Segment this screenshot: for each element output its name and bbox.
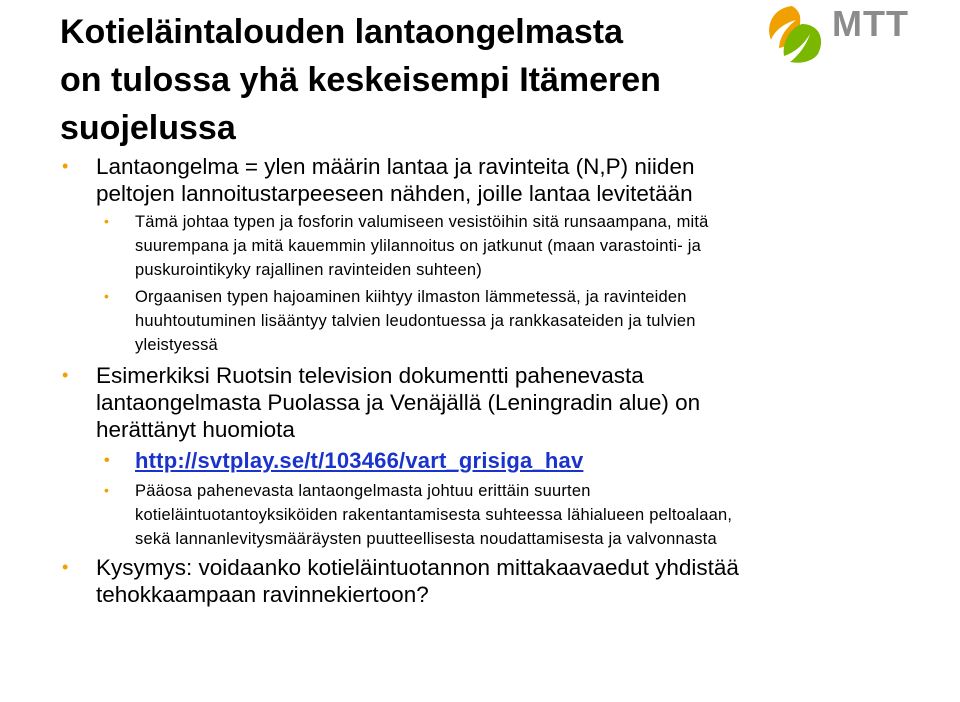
list-item [60, 153, 940, 207]
bullet-line: tehokkaampaan ravinnekiertoon? [96, 582, 429, 607]
bullet-dot-icon: • [104, 288, 110, 304]
logo-text: MTT [832, 3, 909, 44]
bullet-line: Lantaongelma = ylen määrin lantaa ja ravinteita (N,P) niiden [96, 154, 695, 179]
bullet-dot-icon: • [62, 365, 69, 385]
bullet-line: Kysymys: voidaanko kotieläintuotannon mittakaavaedut yhdistää [96, 555, 739, 580]
bullet-dot-icon: • [62, 557, 69, 577]
list-item [60, 285, 940, 357]
documentary-link[interactable]: http://svtplay.se/t/103466/vart_grisiga_hav [135, 448, 584, 473]
title-line: suojelussa [60, 109, 236, 147]
bullet-line: Esimerkiksi Ruotsin television dokumentti pahenevasta [96, 363, 644, 388]
slide-title [60, 8, 740, 152]
list-item [60, 479, 940, 551]
list-item [60, 443, 940, 479]
title-line: Kotieläintalouden lantaongelmasta [60, 13, 623, 51]
bullet-line: sekä lannanlevitysmääräysten puutteellisesta noudattamisesta ja valvonnasta [135, 530, 717, 548]
bullet-line: huuhtoutuminen lisääntyy talvien leudontuessa ja rankkasateiden ja tulvien [135, 312, 696, 330]
bullet-line: kotieläintuotantoyksiköiden rakentantamisesta suhteessa lähialueen peltoalaan, [135, 506, 733, 524]
bullet-line: Pääosa pahenevasta lantaongelmasta johtuu erittäin suurten [135, 482, 591, 500]
bullet-dot-icon: • [104, 482, 110, 498]
mtt-logo [762, 2, 930, 66]
bullet-line: puskurointikyky rajallinen ravinteiden suhteen) [135, 261, 482, 279]
bullet-line: suurempana ja mitä kauemmin ylilannoitus on jatkunut (maan varastointi- ja [135, 237, 701, 255]
list-item [60, 210, 940, 282]
bullet-line: yleistyessä [135, 336, 218, 354]
mtt-leaf-logo-icon [762, 2, 828, 66]
bullet-line: peltojen lannoitustarpeeseen nähden, joille lantaa levitetään [96, 181, 693, 206]
list-item [60, 554, 940, 608]
bullet-line: Orgaanisen typen hajoaminen kiihtyy ilmaston lämmetessä, ja ravinteiden [135, 288, 687, 306]
bullet-list [60, 153, 940, 608]
bullet-dot-icon: • [62, 156, 69, 176]
bullet-line: Tämä johtaa typen ja fosforin valumiseen vesistöihin sitä runsaampana, mitä [135, 213, 709, 231]
bullet-dot-icon: • [104, 452, 110, 469]
title-line: on tulossa yhä keskeisempi Itämeren [60, 61, 661, 99]
list-item [60, 362, 940, 443]
bullet-dot-icon: • [104, 213, 110, 229]
bullet-line: lantaongelmasta Puolassa ja Venäjällä (Leningradin alue) on [96, 390, 701, 415]
bullet-line: herättänyt huomiota [96, 417, 295, 442]
